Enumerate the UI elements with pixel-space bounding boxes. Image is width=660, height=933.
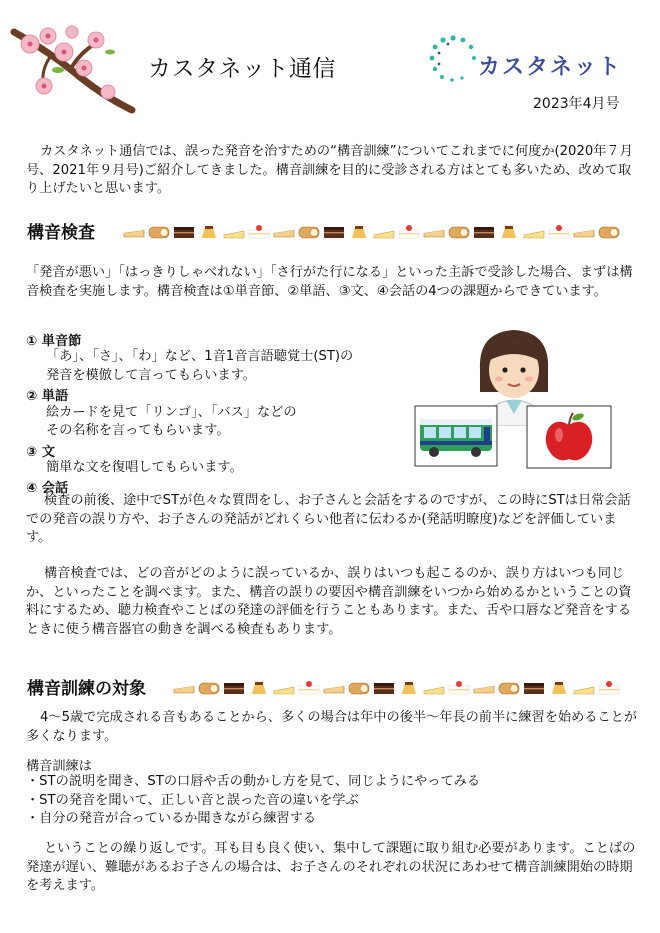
item-1-heading: ① 単音節	[26, 334, 82, 349]
training-list-heading: 構音訓練は	[26, 759, 92, 774]
cake-icon	[399, 225, 419, 238]
cake-icon	[174, 227, 194, 238]
cake-icon	[252, 682, 266, 694]
cake-icon	[599, 681, 619, 694]
training-list	[26, 773, 480, 829]
item-3-heading: ③ 文	[26, 445, 55, 460]
newsletter-title: カスタネット通信	[148, 56, 336, 82]
item-3-line-1: 簡単な文を復唱してもらいます。	[46, 460, 243, 475]
cake-icon	[552, 682, 566, 694]
cake-icon	[524, 231, 544, 238]
cake-icon	[402, 682, 416, 694]
castanet-dot-ring-logo	[428, 34, 478, 84]
cake-icon	[249, 225, 269, 238]
cake-icon	[374, 231, 394, 238]
cake-icon	[324, 227, 344, 238]
issue-date: 2023年4月号	[533, 96, 620, 112]
cake-icon	[574, 228, 594, 237]
item-4-body: 検査の前後、途中でSTが色々な質問をし、お子さんと会話をするのですが、この時にSTは日常会話での発音の誤り方や、お子さんの発話がどれくらい他者に伝わるか(発話明瞭度)などを評価しています。	[26, 493, 631, 546]
section-heading-articulation-test: 構音検査	[27, 223, 95, 243]
item-4-heading: ④ 会話	[26, 481, 69, 496]
section2-body: 4～5歳で完成される音もあることから、多くの場合は年中の後半～年長の前半に練習を始めることが多くなります。	[26, 710, 638, 744]
item-2-line-2: その名称を言ってもらいます。	[46, 423, 230, 438]
cake-icon	[502, 226, 516, 238]
cake-icon	[299, 227, 319, 238]
list-item: ・STの発音を聞いて、正しい音と誤った音の違いを学ぶ	[26, 792, 359, 808]
cake-icon	[224, 683, 244, 694]
cake-icon	[449, 227, 469, 238]
section-heading-training-target: 構音訓練の対象	[27, 679, 146, 699]
cake-icon	[299, 681, 319, 694]
cherry-blossom-branch-illustration	[10, 22, 138, 122]
cake-icon	[202, 226, 216, 238]
cake-icon	[574, 687, 594, 694]
bus-picture-card	[414, 405, 498, 467]
cake-icon	[524, 683, 544, 694]
cake-icon	[374, 683, 394, 694]
cake-icon	[199, 683, 219, 694]
cake-icon	[324, 684, 344, 693]
cake-icon	[549, 225, 569, 238]
cake-icon	[449, 681, 469, 694]
item-1-line-2: 発音を模倣して言ってもらいます。	[46, 368, 256, 383]
cake-icon	[499, 683, 519, 694]
cake-icon	[124, 228, 144, 237]
cake-divider-band	[172, 677, 642, 697]
section1-body: 「発音が悪い」「はっきりしゃべれない」「さ行がた行になる」といった主訴で受診した場合、まずは構音検査を実施します。構音検査は①単音節、②単語、③文、④会話の4つの課題からできています。	[26, 265, 633, 299]
list-item: ・STの説明を聞き、STの口唇や舌の動かし方を見て、同じようにやってみる	[26, 774, 481, 789]
cake-icon	[274, 228, 294, 237]
cake-icon	[149, 227, 169, 238]
cake-icon	[174, 684, 194, 693]
apple-picture-card	[526, 405, 612, 469]
intro-paragraph: カスタネット通信では、誤った発音を治すための“構音訓練”についてこれまでに何度か(2020年７月号、2021年９月号)ご紹介してきました。構音訓練を目的に受診される方はとても多いため、改めて取り上げたいと思います。	[26, 144, 633, 197]
cake-icon	[474, 684, 494, 693]
section1-body-2: 構音検査では、どの音がどのように誤っているか、誤りはいつも起こるのか、誤り方はいつも同じか、といったことを調べます。また、構音の誤りの要因や構音訓練をいつから始めるかということの資料にするため、聴力検査やことばの発達の評価を行うこともあります。また、舌や口唇など発音をするときに使う構音器官の動きを調べる検査もあります。	[26, 566, 632, 637]
cake-icon	[352, 226, 366, 238]
cake-icon	[224, 231, 244, 238]
section2-closing: ということの繰り返しです。耳も目も良く使い、集中して課題に取り組む必要があります。ことばの発達が遅い、難聴があるお子さんの場合は、お子さんのそれぞれの状況にあわせて構音訓練開始の時期を考えます。	[26, 841, 636, 894]
cake-icon	[424, 687, 444, 694]
cake-icon	[474, 227, 494, 238]
cake-icon	[274, 687, 294, 694]
list-item: ・自分の発音が合っているか聞きながら練習する	[26, 811, 317, 827]
item-1-line-1: 「あ」、「さ」、「わ」など、1音1音言語聴覚士(ST)の	[46, 349, 354, 364]
item-2-heading: ② 単語	[26, 389, 69, 404]
logo-text: カスタネット	[478, 55, 623, 80]
item-2-line-1: 絵カードを見て「リンゴ」、「バス」などの	[46, 405, 297, 420]
cake-icon	[599, 227, 619, 238]
cake-divider-band	[122, 221, 642, 241]
cake-icon	[424, 228, 444, 237]
cake-icon	[349, 683, 369, 694]
